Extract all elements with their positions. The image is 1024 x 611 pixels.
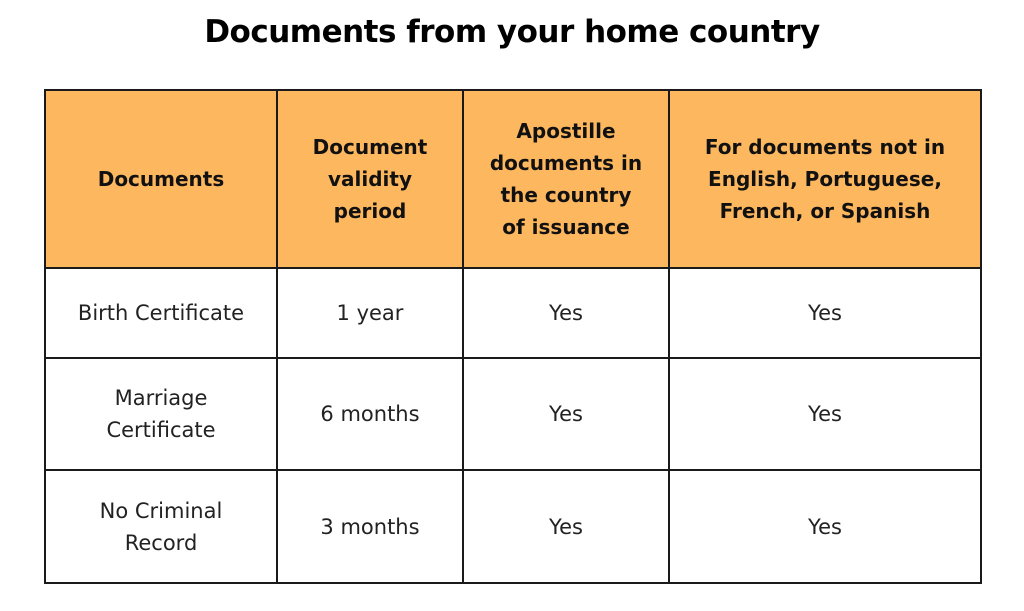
cell-document-name: No Criminal Record: [45, 470, 277, 583]
table-row: [45, 268, 981, 358]
header-documents: Documents: [45, 90, 277, 268]
cell-validity: 1 year: [277, 268, 463, 358]
cell-translation: Yes: [669, 268, 981, 358]
header-translation: For documents not in English, Portuguese, French, or Spanish: [669, 90, 981, 268]
cell-document-name: Marriage Certificate: [45, 358, 277, 470]
header-apostille: Apostille documents in the country of issuance: [463, 90, 669, 268]
table-header-row: [45, 90, 981, 268]
cell-translation: Yes: [669, 358, 981, 470]
cell-apostille: Yes: [463, 358, 669, 470]
cell-apostille: Yes: [463, 470, 669, 583]
documents-table: [44, 89, 982, 584]
page-title: Documents from your home country: [204, 14, 820, 50]
cell-validity: 3 months: [277, 470, 463, 583]
cell-apostille: Yes: [463, 268, 669, 358]
header-validity-period: Document validity period: [277, 90, 463, 268]
cell-document-name: Birth Certificate: [45, 268, 277, 358]
cell-validity: 6 months: [277, 358, 463, 470]
cell-translation: Yes: [669, 470, 981, 583]
table-row: [45, 470, 981, 583]
table-row: [45, 358, 981, 470]
